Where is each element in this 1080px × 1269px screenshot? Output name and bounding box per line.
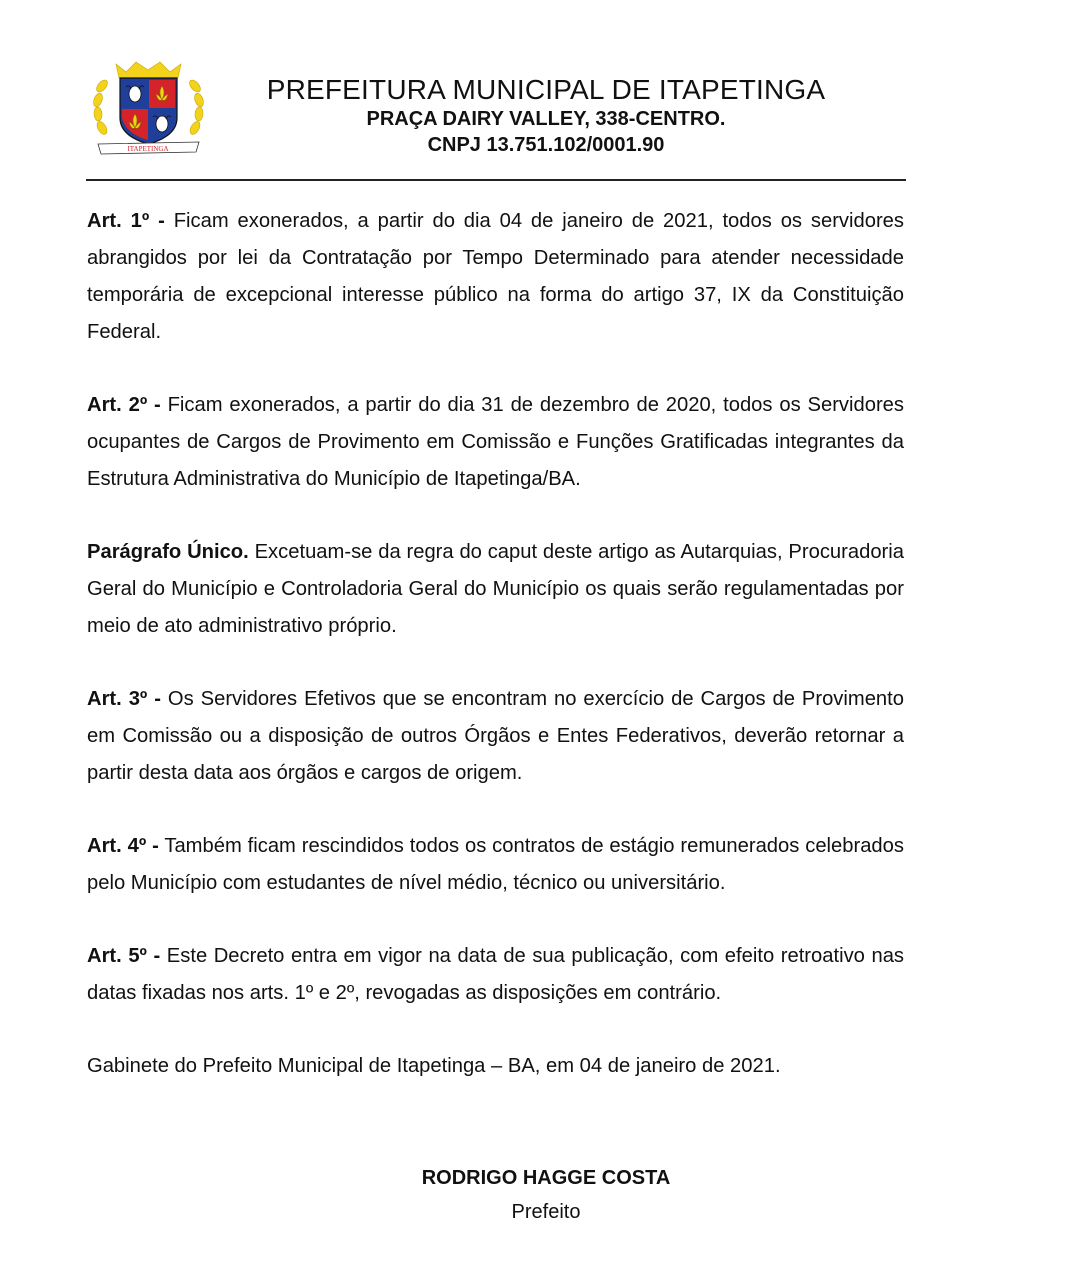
decree-body — [87, 203, 904, 1085]
signatory-name: RODRIGO HAGGE COSTA — [421, 1167, 671, 1189]
article-text: Os Servidores Efetivos que se encontram no exercício de Cargos de Provimento em Comissão ou a disposição de outros Órgãos e Entes Federativos, deverão retornar a partir desta data aos órgãos e cargos de origem. — [87, 688, 904, 784]
signatory-role: Prefeito — [511, 1201, 581, 1223]
article-text: Ficam exonerados, a partir do dia 31 de dezembro de 2020, todos os Servidores ocupantes de Cargos de Provimento em Comissão e Funções Gratificadas integrantes da Estrutura Administrativa do Município de Itapetinga/BA. — [87, 394, 904, 490]
article-4 — [87, 828, 904, 902]
municipal-coat-of-arms-icon — [86, 56, 211, 160]
article-label: Art. 1º - — [87, 210, 165, 232]
article-label: Art. 2º - — [87, 394, 161, 416]
signature-block — [0, 1162, 1080, 1230]
article-text: Este Decreto entra em vigor na data de sua publicação, com efeito retroativo nas datas fixadas nos arts. 1º e 2º, revogadas as disposições em contrário. — [87, 945, 905, 1004]
letterhead-text — [246, 74, 846, 158]
article-1 — [87, 203, 904, 351]
org-address: PRAÇA DAIRY VALLEY, 338-CENTRO. — [366, 108, 726, 130]
crest-banner-text: ITAPETINGA — [127, 145, 169, 153]
article-5 — [87, 938, 904, 1012]
closing-line: Gabinete do Prefeito Municipal de Itapetinga – BA, em 04 de janeiro de 2021. — [87, 1055, 781, 1077]
org-cnpj: CNPJ 13.751.102/0001.90 — [427, 134, 665, 156]
article-label: Art. 4º - — [87, 835, 159, 857]
article-text: Também ficam rescindidos todos os contratos de estágio remunerados celebrados pelo Município com estudantes de nível médio, técnico ou universitário. — [87, 835, 904, 894]
article-text: Ficam exonerados, a partir do dia 04 de janeiro de 2021, todos os servidores abrangidos por lei da Contratação por Tempo Determinado para atender necessidade temporária de excepcional interesse público na forma do artigo 37, IX da Constituição Federal. — [87, 210, 905, 343]
article-label: Art. 5º - — [87, 945, 161, 967]
article-3 — [87, 681, 904, 792]
sole-paragraph — [87, 534, 904, 645]
article-text: Excetuam-se da regra do caput deste artigo as Autarquias, Procuradoria Geral do Município e Controladoria Geral do Município os quais serão regulamentadas por meio de ato administrativo próprio. — [87, 541, 904, 637]
article-2 — [87, 387, 904, 498]
article-label: Parágrafo Único. — [87, 541, 249, 563]
header-divider — [86, 179, 906, 181]
org-name: PREFEITURA MUNICIPAL DE ITAPETINGA — [266, 74, 826, 105]
article-label: Art. 3º - — [87, 688, 161, 710]
letterhead — [86, 56, 906, 166]
